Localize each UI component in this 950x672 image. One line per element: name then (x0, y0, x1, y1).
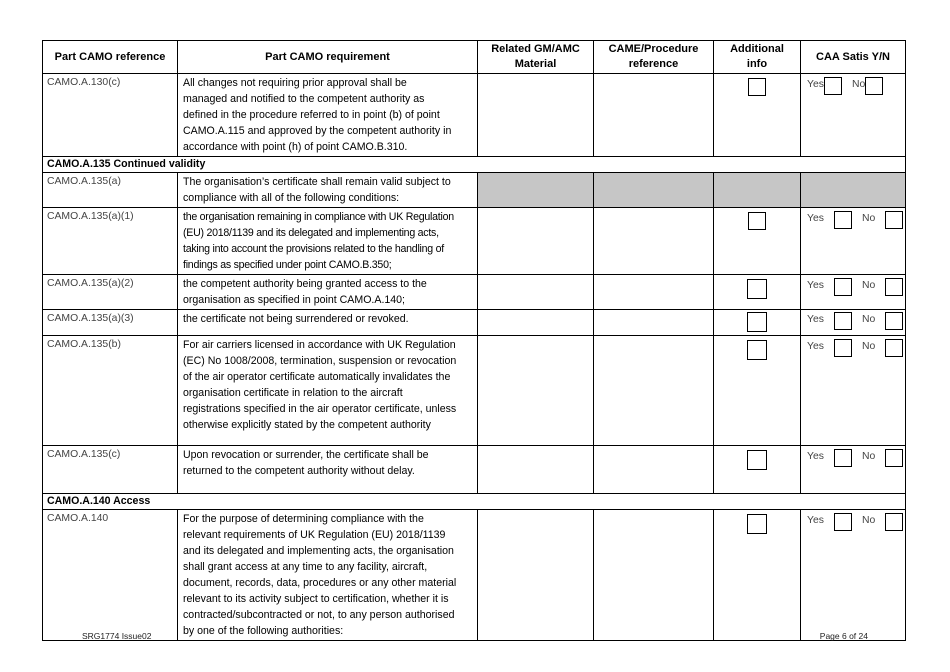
table-row (43, 446, 906, 494)
caa-satis-cell: Yes No (801, 510, 906, 641)
row-requirement: For the purpose of determining compliance with the relevant requirements of UK Regulation (EU) 2018/1139 and its delegated and implementing acts, the organisation shall grant access at any time to any facility, aircraft, document, records, data, procedures or any other material relevant to its activity subject to certification, whether it is contracted/subcontracted or not, to any person authorised by one of the following authorities: (178, 510, 478, 641)
row-reference: CAMO.A.135(a)(1) (43, 208, 178, 275)
additional-info-checkbox[interactable] (747, 514, 767, 534)
satis-no-checkbox[interactable] (885, 312, 903, 330)
header-part-camo-reference: Part CAMO reference (43, 41, 178, 74)
row-requirement: the certificate not being surrendered or revoked. (178, 310, 478, 336)
row-reference: CAMO.A.135(a)(2) (43, 275, 178, 310)
row-requirement: the organisation remaining in compliance with UK Regulation (EU) 2018/1139 and its delegated and implementing acts, taking into account the provisions related to the handling of findings as specified under point CAMO.B.350; (178, 208, 478, 275)
caa-satis-cell: Yes No (801, 208, 906, 275)
table-row (43, 336, 906, 446)
table-row (43, 208, 906, 275)
came-procedure-cell[interactable] (594, 336, 714, 446)
additional-info-cell (714, 208, 801, 275)
satis-yes-checkbox[interactable] (824, 77, 842, 95)
came-procedure-cell-shaded (594, 173, 714, 208)
additional-info-checkbox[interactable] (748, 212, 766, 230)
additional-info-checkbox[interactable] (747, 450, 767, 470)
table-row (43, 310, 906, 336)
gm-amc-cell[interactable] (478, 336, 594, 446)
header-related-gm-amc: Related GM/AMC Material (478, 41, 594, 74)
header-came-procedure: CAME/Procedure reference (594, 41, 714, 74)
satis-yes-checkbox[interactable] (834, 278, 852, 296)
additional-info-cell (714, 310, 801, 336)
gm-amc-cell[interactable] (478, 74, 594, 157)
section-title: CAMO.A.140 Access (43, 494, 906, 510)
came-procedure-cell[interactable] (594, 208, 714, 275)
row-requirement: All changes not requiring prior approval shall be managed and notified to the competent authority as defined in the procedure referred to in point (b) of point CAMO.A.115 and approved by the competent authority in accordance with point (h) of point CAMO.B.310. (178, 74, 478, 157)
additional-info-checkbox[interactable] (748, 78, 766, 96)
caa-satis-cell: Yes No (801, 446, 906, 494)
gm-amc-cell[interactable] (478, 446, 594, 494)
row-reference: CAMO.A.135(b) (43, 336, 178, 446)
row-reference: CAMO.A.135(c) (43, 446, 178, 494)
footer-document-id: SRG1774 Issue02 (82, 631, 152, 641)
satis-no-checkbox[interactable] (885, 513, 903, 531)
header-part-camo-requirement: Part CAMO requirement (178, 41, 478, 74)
header-caa-satis: CAA Satis Y/N (801, 41, 906, 74)
additional-info-cell (714, 275, 801, 310)
additional-info-cell-shaded (714, 173, 801, 208)
additional-info-cell (714, 74, 801, 157)
gm-amc-cell[interactable] (478, 275, 594, 310)
caa-satis-cell: Yes No (801, 310, 906, 336)
row-requirement: the competent authority being granted access to the organisation as specified in point CAMO.A.140; (178, 275, 478, 310)
came-procedure-cell[interactable] (594, 510, 714, 641)
came-procedure-cell[interactable] (594, 310, 714, 336)
section-title: CAMO.A.135 Continued validity (43, 157, 906, 173)
gm-amc-cell[interactable] (478, 310, 594, 336)
additional-info-cell (714, 446, 801, 494)
row-reference: CAMO.A.140 (43, 510, 178, 641)
header-additional-info: Additional info (714, 41, 801, 74)
satis-yes-checkbox[interactable] (834, 513, 852, 531)
satis-no-checkbox[interactable] (885, 211, 903, 229)
came-procedure-cell[interactable] (594, 446, 714, 494)
satis-no-checkbox[interactable] (885, 339, 903, 357)
satis-yes-checkbox[interactable] (834, 449, 852, 467)
additional-info-checkbox[interactable] (747, 312, 767, 332)
section-row-continued-validity (43, 157, 906, 173)
satis-yes-checkbox[interactable] (834, 339, 852, 357)
table-row (43, 275, 906, 310)
row-requirement: The organisation’s certificate shall remain valid subject to compliance with all of the following conditions: (178, 173, 478, 208)
satis-no-checkbox[interactable] (865, 77, 883, 95)
caa-satis-cell: Yes No (801, 336, 906, 446)
satis-yes-checkbox[interactable] (834, 312, 852, 330)
row-reference: CAMO.A.130(c) (43, 74, 178, 157)
compliance-checklist-table (42, 40, 906, 641)
table-row (43, 173, 906, 208)
came-procedure-cell[interactable] (594, 74, 714, 157)
satis-no-checkbox[interactable] (885, 449, 903, 467)
additional-info-checkbox[interactable] (747, 279, 767, 299)
row-reference: CAMO.A.135(a)(3) (43, 310, 178, 336)
row-requirement: For air carriers licensed in accordance with UK Regulation (EC) No 1008/2008, termination, suspension or revocation of the air operator certificate automatically invalidates the organisation certificate in relation to the aircraft registrations specified in the air operator certificate, unless otherwise explicitly stated by the competent authority (178, 336, 478, 446)
caa-satis-cell-shaded (801, 173, 906, 208)
additional-info-cell (714, 510, 801, 641)
gm-amc-cell[interactable] (478, 208, 594, 275)
satis-no-checkbox[interactable] (885, 278, 903, 296)
footer-page-number: Page 6 of 24 (819, 631, 868, 641)
came-procedure-cell[interactable] (594, 275, 714, 310)
table-header-row (43, 41, 906, 74)
gm-amc-cell-shaded (478, 173, 594, 208)
caa-satis-cell: Yes No (801, 74, 906, 157)
section-row-access (43, 494, 906, 510)
row-requirement: Upon revocation or surrender, the certificate shall be returned to the competent authority without delay. (178, 446, 478, 494)
satis-yes-checkbox[interactable] (834, 211, 852, 229)
table-row (43, 510, 906, 641)
additional-info-checkbox[interactable] (747, 340, 767, 360)
gm-amc-cell[interactable] (478, 510, 594, 641)
additional-info-cell (714, 336, 801, 446)
row-reference: CAMO.A.135(a) (43, 173, 178, 208)
caa-satis-cell: Yes No (801, 275, 906, 310)
table-row (43, 74, 906, 157)
